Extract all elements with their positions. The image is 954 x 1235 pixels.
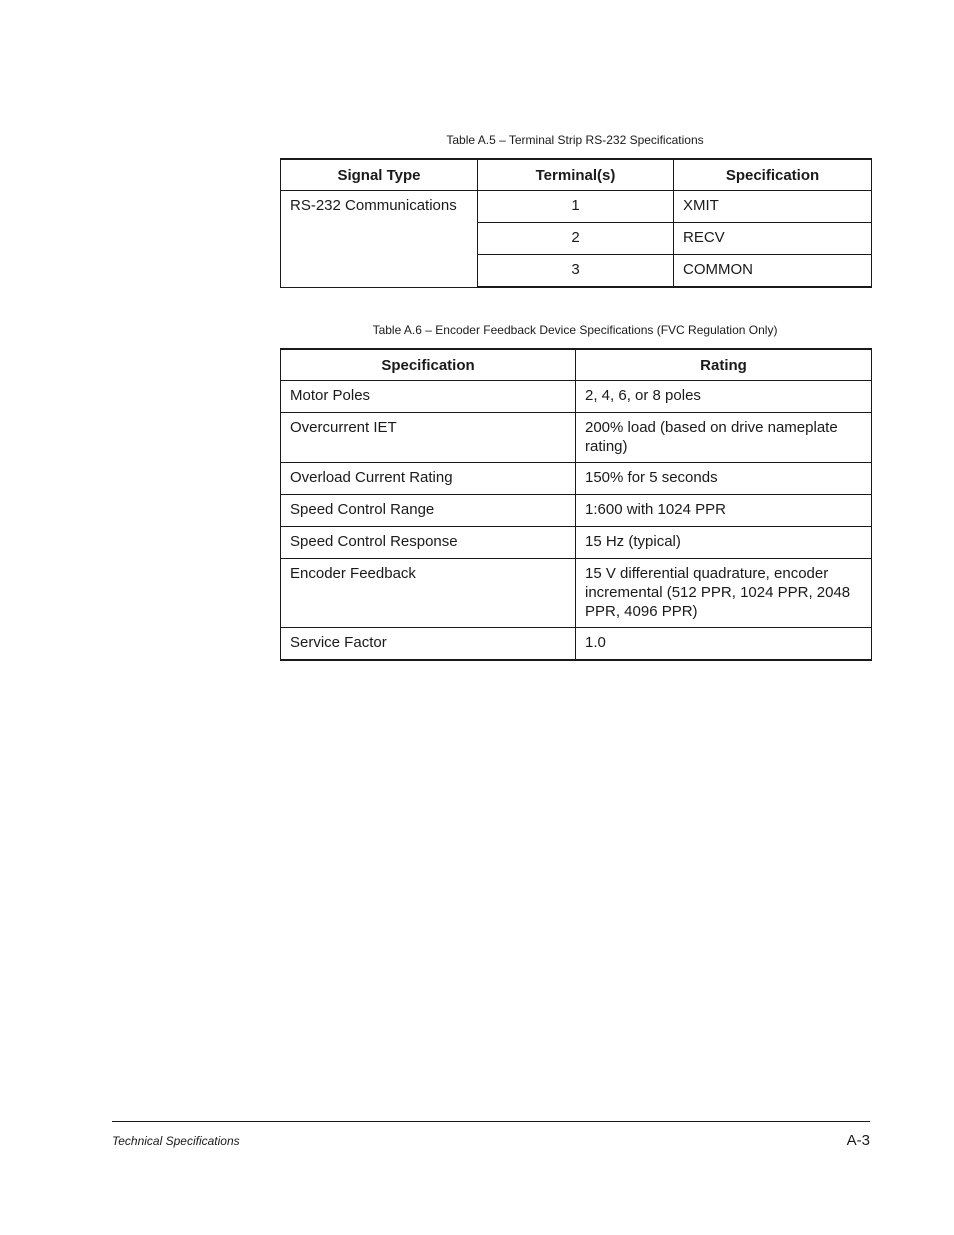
header-signal-type: Signal Type (281, 159, 478, 191)
specification-cell: Overcurrent IET (281, 413, 576, 463)
table-row (281, 381, 872, 413)
specification-cell: Encoder Feedback (281, 559, 576, 628)
table-header-row (281, 349, 872, 381)
rating-cell: 150% for 5 seconds (576, 463, 872, 495)
table-row (281, 559, 872, 628)
specification-cell: Motor Poles (281, 381, 576, 413)
terminal-cell: 2 (478, 223, 674, 255)
terminal-cell: 3 (478, 255, 674, 288)
header-specification: Specification (281, 349, 576, 381)
rating-cell: 2, 4, 6, or 8 poles (576, 381, 872, 413)
table-a5-caption: Table A.5 – Terminal Strip RS-232 Specifications (446, 133, 704, 147)
rating-cell: 15 Hz (typical) (576, 527, 872, 559)
header-terminals: Terminal(s) (478, 159, 674, 191)
table-row (281, 495, 872, 527)
encoder-feedback-table (280, 348, 872, 661)
page-number: A-3 (846, 1132, 870, 1149)
table-row (281, 191, 872, 223)
rating-cell: 200% load (based on drive nameplate rating) (576, 413, 872, 463)
table-row (281, 527, 872, 559)
footer-section-title: Technical Specifications (112, 1134, 240, 1148)
signal-type-cell: RS-232 Communications (281, 191, 478, 288)
specification-cell: Service Factor (281, 628, 576, 661)
specification-cell: COMMON (674, 255, 872, 288)
table-row (281, 628, 872, 661)
table-header-row (281, 159, 872, 191)
table-a6-caption: Table A.6 – Encoder Feedback Device Specifications (FVC Regulation Only) (372, 323, 778, 337)
specification-cell: Speed Control Range (281, 495, 576, 527)
specification-cell: Overload Current Rating (281, 463, 576, 495)
footer-divider (112, 1121, 870, 1122)
header-rating: Rating (576, 349, 872, 381)
terminal-cell: 1 (478, 191, 674, 223)
specification-cell: RECV (674, 223, 872, 255)
table-row (281, 463, 872, 495)
terminal-strip-table (280, 158, 872, 288)
specification-cell: XMIT (674, 191, 872, 223)
rating-cell: 15 V differential quadrature, encoder incremental (512 PPR, 1024 PPR, 2048 PPR, 4096 PPR) (576, 559, 872, 628)
header-specification: Specification (674, 159, 872, 191)
rating-cell: 1.0 (576, 628, 872, 661)
specification-cell: Speed Control Response (281, 527, 576, 559)
table-row (281, 413, 872, 463)
rating-cell: 1:600 with 1024 PPR (576, 495, 872, 527)
